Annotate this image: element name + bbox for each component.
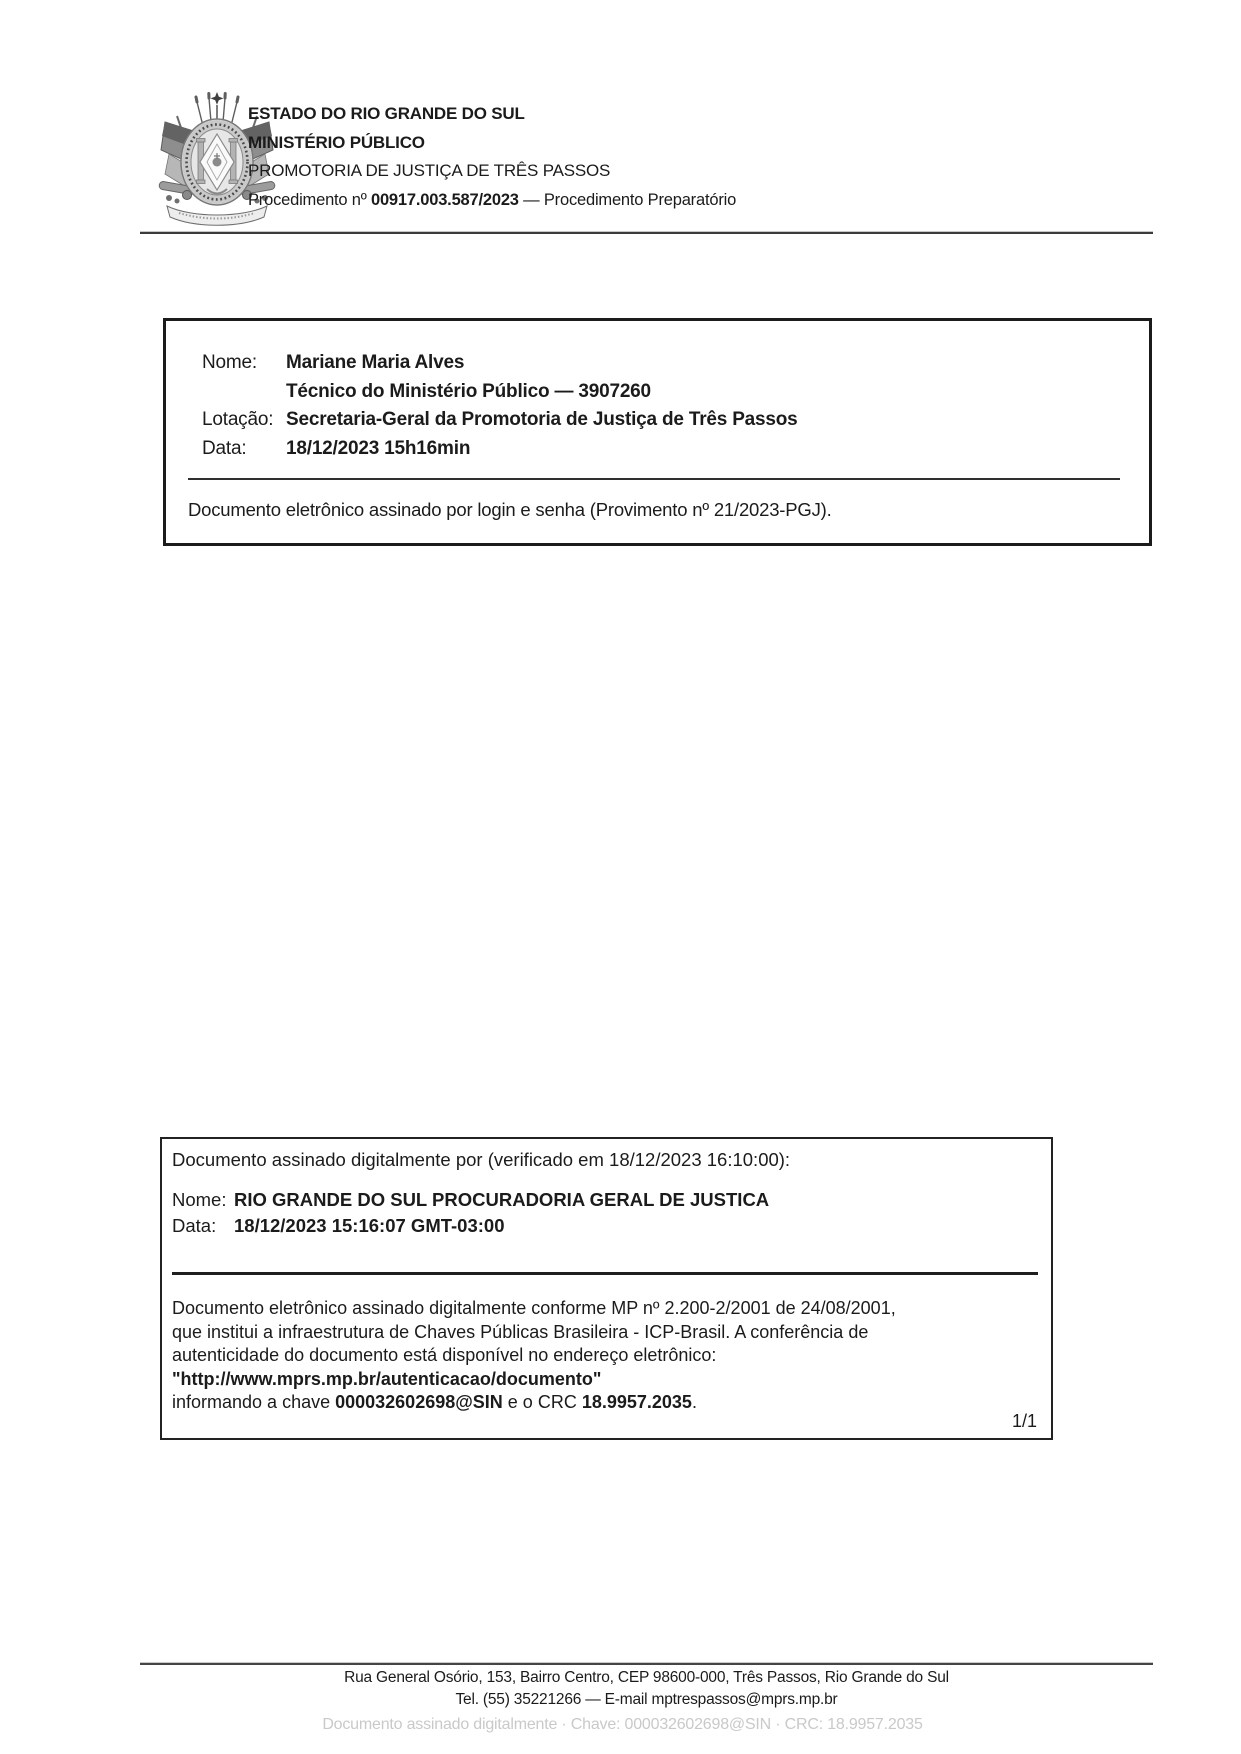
verified-line: Documento assinado digitalmente por (verificado em 18/12/2023 16:10:00):	[172, 1149, 791, 1170]
legal-line: autenticidade do documento está disponível no endereço eletrônico:	[172, 1345, 717, 1365]
nome-label: Nome:	[172, 1189, 227, 1210]
procedure-number: 00917.003.587/2023	[370, 190, 519, 209]
nome-label: Nome:	[202, 352, 257, 373]
procedure-prefix: Procedimento nº	[248, 190, 371, 209]
signer-role: Técnico do Ministério Público — 3907260	[286, 380, 651, 402]
digital-signature-date-row	[172, 1215, 504, 1237]
header-org: MINISTÉRIO PÚBLICO	[248, 132, 425, 152]
footer-contact: Tel. (55) 35221266 — E-mail mptrespassos@mprs.mp.br	[455, 1690, 838, 1708]
page-number: 1/1	[1011, 1411, 1037, 1431]
footer-divider	[140, 1662, 1153, 1665]
signer-date: 18/12/2023 15h16min	[286, 437, 471, 459]
legal-line: que institui a infraestrutura de Chaves Públicas Brasileira - ICP-Brasil. A conferência de	[172, 1321, 869, 1342]
chave-value: 000032602698@SIN	[335, 1392, 503, 1412]
procedure-suffix: — Procedimento Preparatório	[518, 190, 737, 209]
signer-role-row	[202, 378, 1113, 407]
footer-address: Rua General Osório, 153, Bairro Centro, CEP 98600-000, Três Passos, Rio Grande do Sul	[344, 1668, 949, 1686]
header-divider	[140, 231, 1153, 234]
digital-signature-date: 18/12/2023 15:16:07 GMT-03:00	[234, 1215, 505, 1236]
chave-line: informando a chave 000032602698@SIN e o CRC 18.9957.2035.	[172, 1392, 697, 1412]
signer-name-row	[202, 349, 1113, 378]
lotacao-label: Lotação:	[202, 409, 274, 430]
legal-line: Documento eletrônico assinado digitalmente conforme MP nº 2.200-2/2001 de 24/08/2001,	[172, 1298, 896, 1318]
login-signature-note: Documento eletrônico assinado por login e senha (Provimento nº 21/2023-PGJ).	[188, 499, 832, 520]
digital-signature-box	[160, 1137, 1053, 1440]
header-state: ESTADO DO RIO GRANDE DO SUL	[248, 104, 525, 123]
authentication-url: "http://www.mprs.mp.br/autenticacao/documento"	[172, 1368, 602, 1389]
digital-signer-name-row	[172, 1189, 769, 1211]
document-footer	[140, 1662, 1153, 1734]
login-signature-box	[163, 318, 1152, 546]
digital-signer-name: RIO GRANDE DO SUL PROCURADORIA GERAL DE JUSTICA	[234, 1189, 770, 1210]
header-procedure	[248, 186, 736, 215]
footer-signature-line: Documento assinado digitalmente · Chave: 000032602698@SIN · CRC: 18.9957.2035	[322, 1715, 923, 1733]
box-divider	[188, 478, 1120, 480]
box-divider	[172, 1272, 1038, 1275]
header-office: PROMOTORIA DE JUSTIÇA DE TRÊS PASSOS	[248, 161, 611, 180]
signer-unit-row	[202, 406, 1113, 435]
data-label: Data:	[202, 437, 247, 459]
data-label: Data:	[172, 1215, 217, 1236]
crc-value: 18.9957.2035	[581, 1392, 692, 1412]
signer-name: Mariane Maria Alves	[286, 352, 465, 373]
signer-unit: Secretaria-Geral da Promotoria de Justiça de Três Passos	[286, 409, 798, 430]
legal-text	[172, 1297, 896, 1415]
signer-date-row	[202, 435, 1113, 464]
